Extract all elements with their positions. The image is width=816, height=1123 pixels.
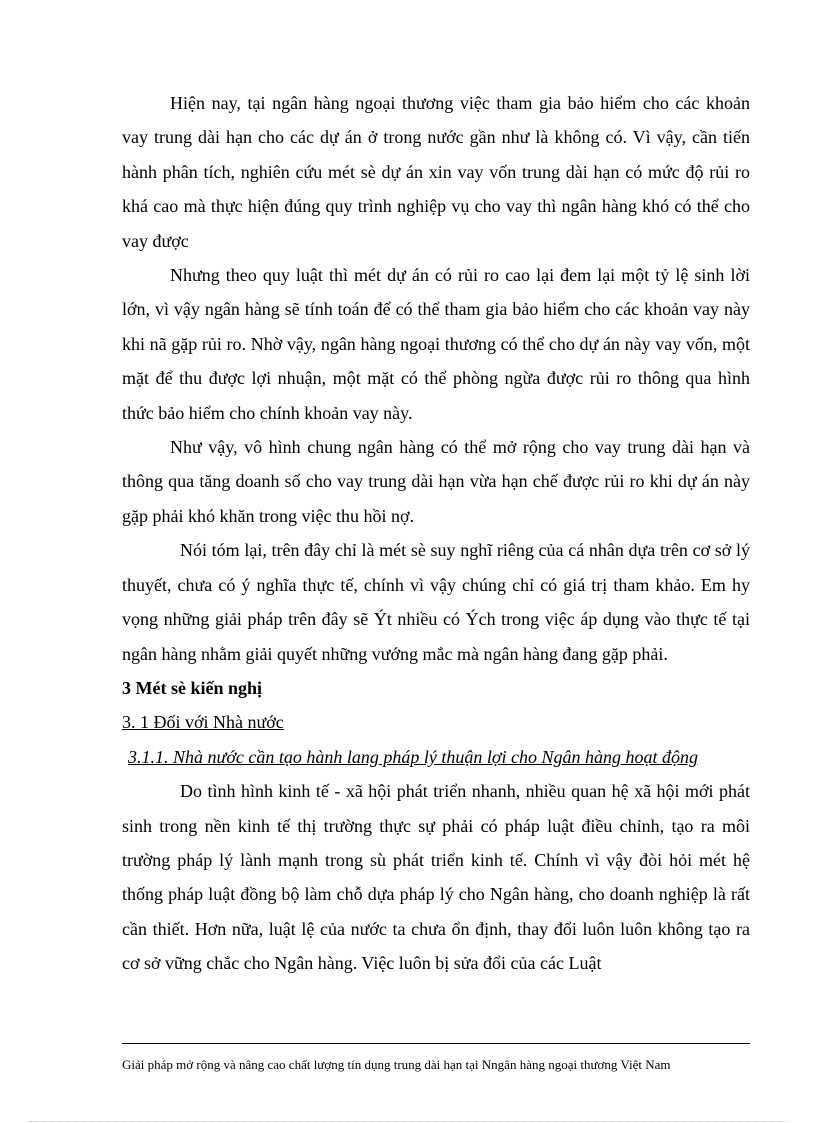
section-heading: 3 Mét sè kiến nghị bbox=[122, 677, 263, 698]
paragraph-insurance-intro: Hiện nay, tại ngân hàng ngoại thương việc tham gia bảo hiểm cho các khoản vay trung dài hạn cho các dự án ở trong nước gần như là không có. Vì vậy, cần tiến hành phân tích, nghiên cứu mét sè dự án xin vay vốn trung dài hạn có mức độ rủi ro khá cao mà thực hiện đúng quy trình nghiệp vụ cho vay thì ngân hàng khó có thể cho vay được bbox=[122, 93, 750, 251]
page-edge-dotted-line bbox=[28, 1121, 788, 1122]
paragraph-risk-reward: Nhưng theo quy luật thì mét dự án có rủi ro cao lại đem lại một tỷ lệ sinh lời lớn, vì vậy ngân hàng sẽ tính toán để có thể tham gia bảo hiểm cho các khoản vay này khi nã gặp rủi ro. Nhờ vậy, ngân hàng ngoại thương có thể cho dự án này vay vốn, một mặt để thu được lợi nhuận, một mặt có thể phòng ngừa được rủi ro thông qua hình thức bảo hiểm cho chính khoản vay này. bbox=[122, 265, 750, 423]
subsection-heading: 3. 1 Đối với Nhà nước bbox=[122, 712, 284, 733]
footer-divider bbox=[122, 1043, 750, 1044]
body-text bbox=[122, 86, 750, 981]
paragraph-expand-lending: Như vậy, vô hình chung ngân hàng có thể mở rộng cho vay trung dài hạn và thông qua tăng doanh số cho vay trung dài hạn vừa hạn chế được rủi ro khi dự án này gặp phải khó khăn trong việc thu hồi nợ. bbox=[122, 437, 750, 526]
paragraph-legal-framework: Do tình hình kinh tế - xã hội phát triển nhanh, nhiều quan hệ xã hội mới phát sinh trong nền kinh tế thị trường thực sự phải có pháp luật điều chỉnh, tạo ra môi trường pháp lý lành mạnh trong sù phát triển kinh tế. Chính vì vậy đòi hỏi mét hệ thống pháp luật đồng bộ làm chỗ dựa pháp lý cho Ngân hàng, cho doanh nghiệp là rất cần thiết. Hơn nữa, luật lệ của nước ta chưa ổn định, thay đổi luôn luôn không tạo ra cơ sở vững chắc cho Ngân hàng. Việc luôn bị sửa đổi của các Luật bbox=[122, 781, 750, 974]
page-footer: Giải pháp mở rộng và nâng cao chất lượng tín dụng trung dài hạn tại Nngân hàng ngoại thương Việt Nam bbox=[122, 1057, 671, 1072]
subsubsection-heading: 3.1.1. Nhà nước cần tạo hành lang pháp lý thuận lợi cho Ngân hàng hoạt động bbox=[128, 746, 699, 767]
paragraph-conclusion: Nói tóm lại, trên đây chỉ là mét sè suy nghĩ riêng của cá nhân dựa trên cơ sở lý thuyết, chưa có ý nghĩa thực tế, chính vì vậy chúng chỉ có giá trị tham khảo. Em hy vọng những giải pháp trên đây sẽ Ýt nhiều có Ých trong việc áp dụng vào thực tế tại ngân hàng nhằm giải quyết những vướng mắc mà ngân hàng đang gặp phải. bbox=[122, 540, 750, 664]
